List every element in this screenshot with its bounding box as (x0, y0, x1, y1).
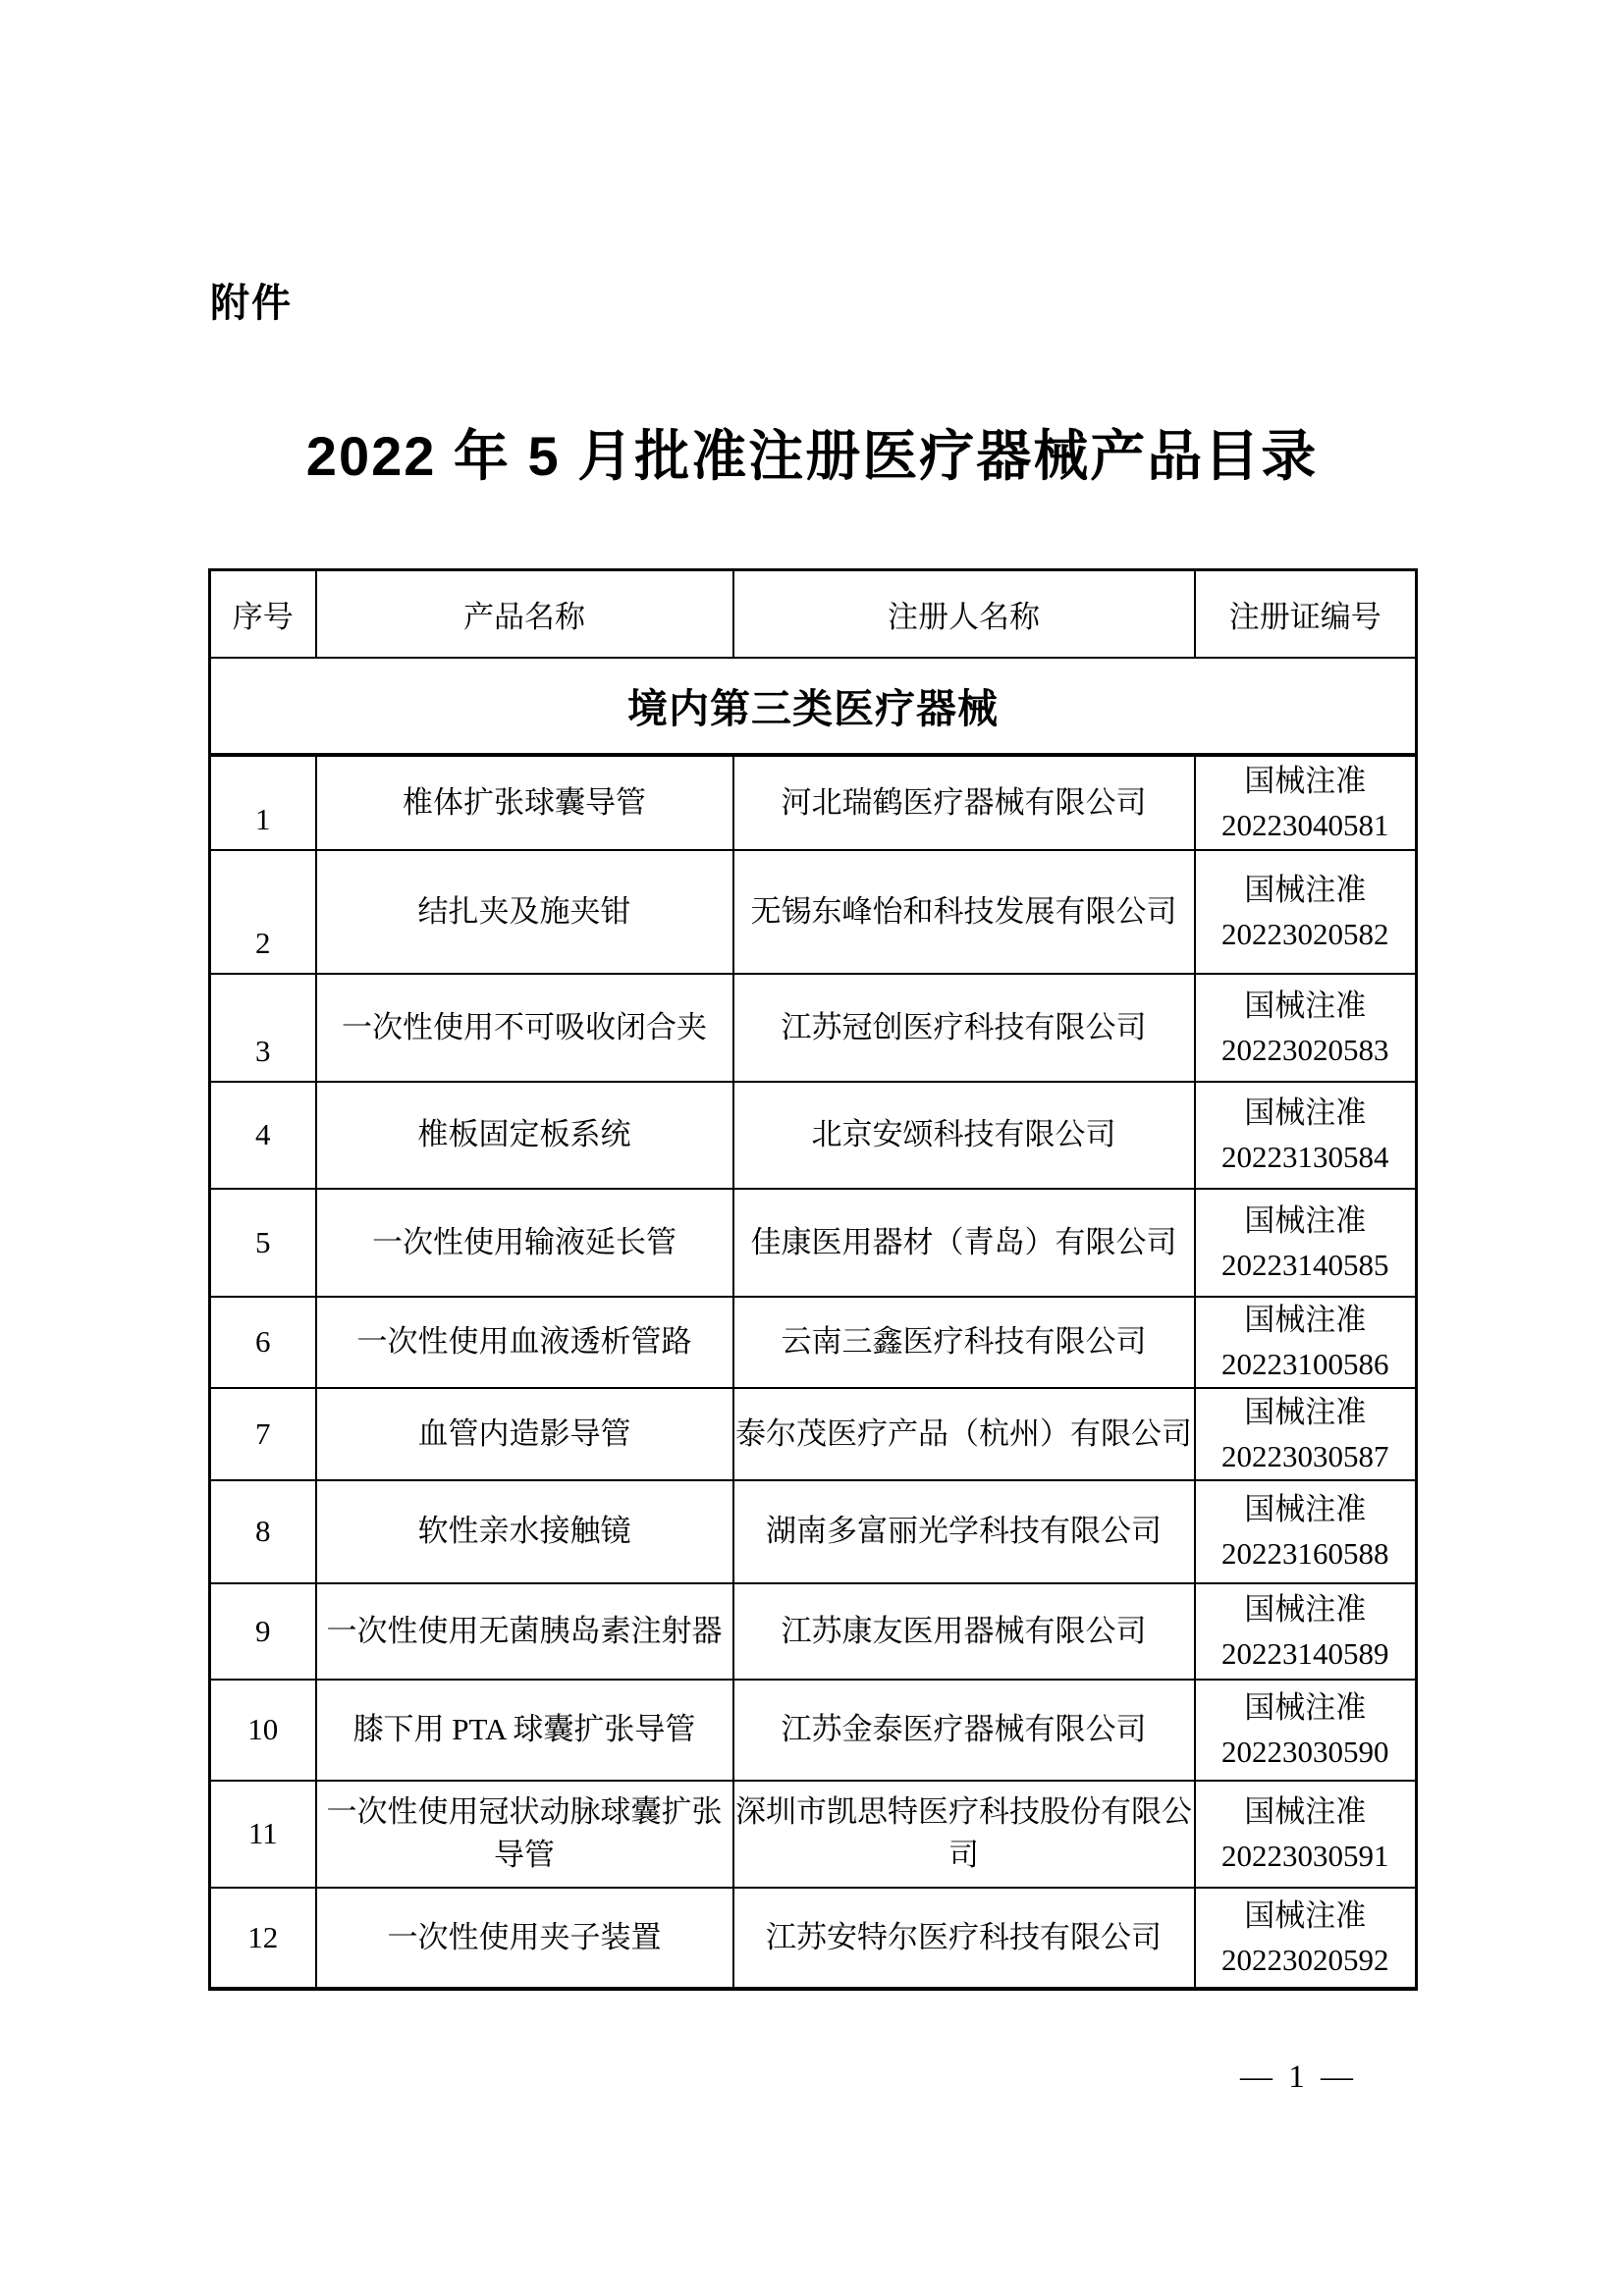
row-serial-number: 10 (210, 1680, 316, 1781)
row-cert-number (1195, 1888, 1417, 1989)
page-number: — 1 — (1240, 2059, 1357, 2095)
cert-prefix: 国械注准 (1244, 1591, 1367, 1627)
attachment-label: 附件 (210, 282, 293, 325)
row-product-name: 一次性使用冠状动脉球囊扩张导管 (316, 1781, 733, 1888)
row-product-name: 椎板固定板系统 (316, 1082, 733, 1189)
cert-digits: 20223030591 (1221, 1839, 1389, 1873)
cert-digits: 20223020582 (1221, 916, 1389, 951)
row-serial-number: 5 (210, 1189, 316, 1297)
row-serial-number: 2 (210, 850, 316, 974)
header-registrant-name: 注册人名称 (733, 570, 1195, 658)
row-registrant-name: 无锡东峰怡和科技发展有限公司 (733, 850, 1195, 974)
cert-digits: 20223100586 (1221, 1347, 1389, 1381)
row-product-name: 一次性使用输液延长管 (316, 1189, 733, 1297)
cert-digits: 20223020583 (1221, 1032, 1389, 1067)
table-row (210, 1680, 1417, 1781)
row-serial-number: 3 (210, 974, 316, 1082)
cert-prefix: 国械注准 (1244, 763, 1367, 798)
row-cert-number (1195, 1388, 1417, 1480)
cert-prefix: 国械注准 (1244, 1897, 1367, 1933)
cert-digits: 20223160588 (1221, 1536, 1389, 1571)
cert-prefix: 国械注准 (1244, 872, 1367, 907)
row-cert-number (1195, 850, 1417, 974)
header-product-name: 产品名称 (316, 570, 733, 658)
row-cert-number (1195, 1680, 1417, 1781)
table-row (210, 1888, 1417, 1989)
table-row (210, 1082, 1417, 1189)
row-serial-number: 6 (210, 1297, 316, 1388)
header-cert-number: 注册证编号 (1195, 570, 1417, 658)
row-cert-number (1195, 1297, 1417, 1388)
table-row (210, 1480, 1417, 1583)
row-serial-number: 11 (210, 1781, 316, 1888)
row-cert-number (1195, 974, 1417, 1082)
cert-digits: 20223040581 (1221, 807, 1389, 842)
row-serial-number: 1 (210, 755, 316, 850)
row-registrant-name: 江苏金泰医疗器械有限公司 (733, 1680, 1195, 1781)
cert-prefix: 国械注准 (1244, 1794, 1367, 1829)
row-registrant-name: 江苏康友医用器械有限公司 (733, 1583, 1195, 1680)
row-serial-number: 8 (210, 1480, 316, 1583)
row-registrant-name: 湖南多富丽光学科技有限公司 (733, 1480, 1195, 1583)
row-registrant-name: 江苏安特尔医疗科技有限公司 (733, 1888, 1195, 1989)
cert-digits: 20223140585 (1221, 1247, 1389, 1282)
cert-digits: 20223140589 (1221, 1635, 1389, 1671)
table-row (210, 1189, 1417, 1297)
row-registrant-name: 河北瑞鹤医疗器械有限公司 (733, 755, 1195, 850)
table-row (210, 1388, 1417, 1480)
cert-prefix: 国械注准 (1244, 1303, 1367, 1337)
cert-digits: 20223030587 (1221, 1438, 1389, 1473)
row-product-name: 软性亲水接触镜 (316, 1480, 733, 1583)
row-product-name: 椎体扩张球囊导管 (316, 755, 733, 850)
cert-prefix: 国械注准 (1244, 1394, 1367, 1429)
table-row (210, 1297, 1417, 1388)
table-row (210, 755, 1417, 850)
row-product-name: 血管内造影导管 (316, 1388, 733, 1480)
cert-prefix: 国械注准 (1244, 1690, 1367, 1725)
cert-prefix: 国械注准 (1244, 1202, 1367, 1238)
row-serial-number: 9 (210, 1583, 316, 1680)
row-product-name: 一次性使用夹子装置 (316, 1888, 733, 1989)
table-row (210, 850, 1417, 974)
cert-digits: 20223130584 (1221, 1140, 1389, 1174)
row-cert-number (1195, 1480, 1417, 1583)
row-product-name: 结扎夹及施夹钳 (316, 850, 733, 974)
device-catalog-table (208, 568, 1418, 1991)
row-cert-number (1195, 1082, 1417, 1189)
row-registrant-name: 佳康医用器材（青岛）有限公司 (733, 1189, 1195, 1297)
row-registrant-name: 江苏冠创医疗科技有限公司 (733, 974, 1195, 1082)
row-serial-number: 4 (210, 1082, 316, 1189)
table-row (210, 1781, 1417, 1888)
header-serial-number: 序号 (210, 570, 316, 658)
row-cert-number (1195, 1781, 1417, 1888)
page-title: 2022 年 5 月批准注册医疗器械产品目录 (305, 425, 1319, 487)
row-product-name: 一次性使用无菌胰岛素注射器 (316, 1583, 733, 1680)
row-product-name: 一次性使用不可吸收闭合夹 (316, 974, 733, 1082)
row-registrant-name: 云南三鑫医疗科技有限公司 (733, 1297, 1195, 1388)
row-product-name: 膝下用 PTA 球囊扩张导管 (316, 1680, 733, 1781)
row-product-name: 一次性使用血液透析管路 (316, 1297, 733, 1388)
table-header-row (210, 570, 1417, 658)
row-cert-number (1195, 755, 1417, 850)
cert-digits: 20223030590 (1221, 1735, 1389, 1769)
row-cert-number (1195, 1583, 1417, 1680)
cert-prefix: 国械注准 (1244, 988, 1367, 1023)
row-serial-number: 12 (210, 1888, 316, 1989)
table-row (210, 974, 1417, 1082)
row-cert-number (1195, 1189, 1417, 1297)
section-header-row (210, 658, 1417, 755)
section-title: 境内第三类医疗器械 (210, 658, 1417, 755)
row-registrant-name: 深圳市凯思特医疗科技股份有限公司 (733, 1781, 1195, 1888)
row-registrant-name: 泰尔茂医疗产品（杭州）有限公司 (733, 1388, 1195, 1480)
table-row (210, 1583, 1417, 1680)
row-serial-number: 7 (210, 1388, 316, 1480)
row-registrant-name: 北京安颂科技有限公司 (733, 1082, 1195, 1189)
cert-digits: 20223020592 (1221, 1942, 1389, 1977)
cert-prefix: 国械注准 (1244, 1492, 1367, 1526)
cert-prefix: 国械注准 (1244, 1095, 1367, 1130)
